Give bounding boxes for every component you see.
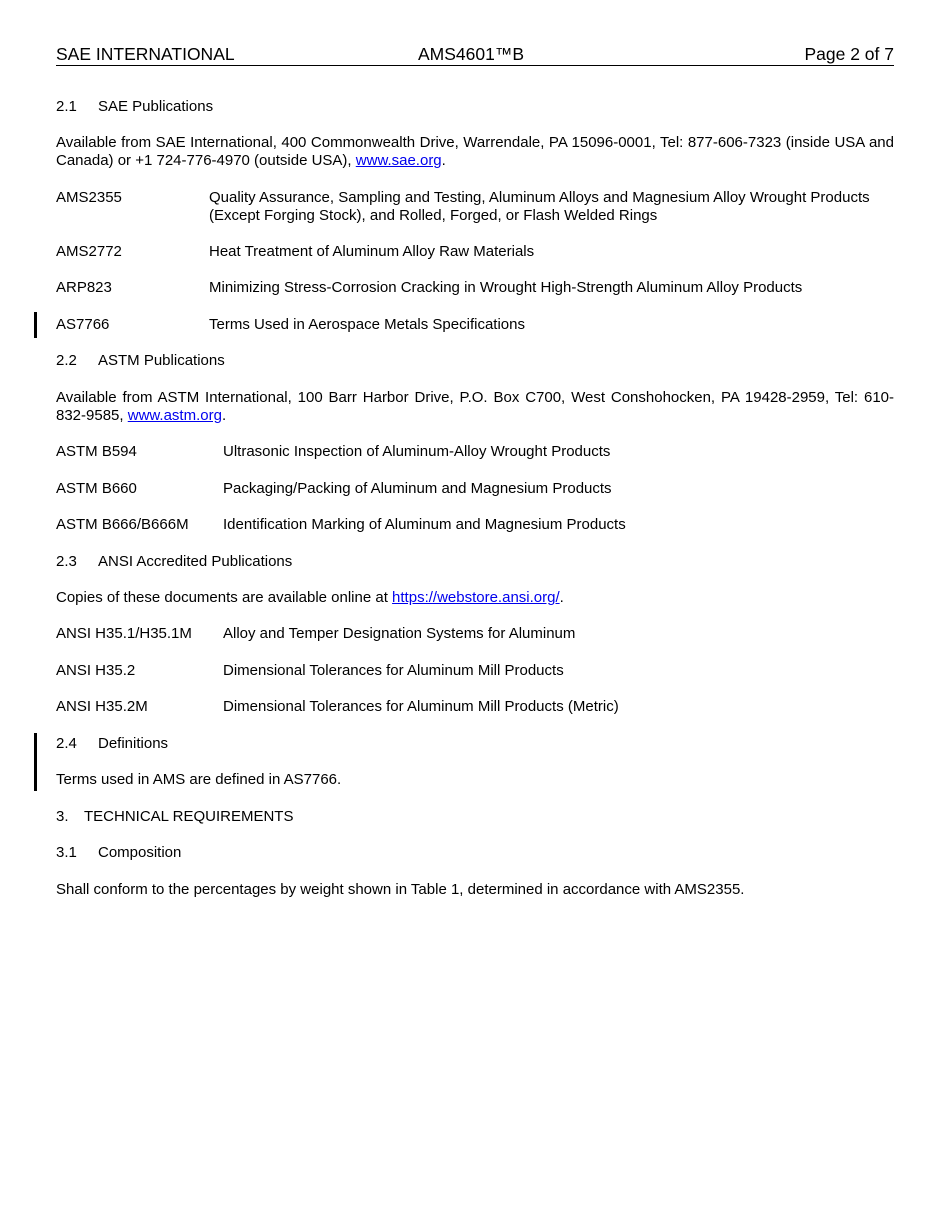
section-number: 3. xyxy=(56,808,69,825)
paragraph-text: Available from SAE International, 400 Commonwealth Drive, Warrendale, PA 15096-0001, Tel: 877-606-7323 (inside USA and Canada) or +1 724-776-4970 (outside USA), xyxy=(56,134,894,169)
section-number: 3.1 xyxy=(56,844,77,861)
header-org: SAE INTERNATIONAL xyxy=(56,44,235,64)
header-page-number: Page 2 of 7 xyxy=(804,44,894,64)
reference-description: Heat Treatment of Aluminum Alloy Raw Materials xyxy=(209,243,535,260)
section-title: ANSI Accredited Publications xyxy=(98,553,293,570)
section-heading-2-1 xyxy=(56,98,213,116)
reference-code: AS7766 xyxy=(56,316,110,333)
ansi-webstore-link[interactable]: https://webstore.ansi.org/ xyxy=(392,589,560,606)
reference-code: ANSI H35.2M xyxy=(56,698,148,715)
reference-code: ASTM B594 xyxy=(56,443,137,460)
section-title: Composition xyxy=(98,844,182,861)
definitions-paragraph: Terms used in AMS are defined in AS7766. xyxy=(56,771,342,788)
sae-availability-paragraph xyxy=(56,134,894,170)
section-heading-2-3 xyxy=(56,553,292,571)
section-heading-3-1 xyxy=(56,844,181,862)
paragraph-text: Copies of these documents are available online at xyxy=(56,589,388,606)
section-title: Definitions xyxy=(98,735,169,752)
reference-code: ARP823 xyxy=(56,279,112,296)
reference-code: AMS2772 xyxy=(56,243,122,260)
page-header xyxy=(56,44,894,66)
reference-description: Quality Assurance, Sampling and Testing, Aluminum Alloys and Magnesium Alloy Wrought Products (Except Forging Stock), and Rolled, Forged, or Flash Welded Rings xyxy=(209,189,870,224)
section-title: ASTM Publications xyxy=(98,352,225,369)
section-number: 2.2 xyxy=(56,352,77,369)
punctuation: . xyxy=(441,152,446,169)
reference-code: ANSI H35.2 xyxy=(56,662,136,679)
revision-bar xyxy=(34,733,37,791)
header-doc-id: AMS4601™B xyxy=(418,44,525,64)
reference-code: ASTM B660 xyxy=(56,480,137,497)
punctuation: . xyxy=(559,589,564,606)
reference-description: Dimensional Tolerances for Aluminum Mill Products xyxy=(223,662,564,679)
section-title: TECHNICAL REQUIREMENTS xyxy=(84,808,294,825)
composition-paragraph: Shall conform to the percentages by weight shown in Table 1, determined in accordance with AMS2355. xyxy=(56,881,745,898)
ansi-availability-paragraph xyxy=(56,589,894,607)
astm-website-link[interactable]: www.astm.org xyxy=(127,407,222,424)
reference-code: ANSI H35.1/H35.1M xyxy=(56,625,192,642)
reference-code: ASTM B666/B666M xyxy=(56,516,189,533)
section-number: 2.4 xyxy=(56,735,77,752)
reference-description: Packaging/Packing of Aluminum and Magnesium Products xyxy=(223,480,612,497)
section-title: SAE Publications xyxy=(98,98,214,115)
reference-description: Identification Marking of Aluminum and Magnesium Products xyxy=(223,516,626,533)
section-heading-2-4 xyxy=(56,735,168,753)
astm-availability-paragraph xyxy=(56,389,894,425)
revision-bar xyxy=(34,312,37,338)
reference-description: Minimizing Stress-Corrosion Cracking in Wrought High-Strength Aluminum Alloy Products xyxy=(209,279,803,296)
section-heading-3 xyxy=(56,808,293,826)
section-heading-2-2 xyxy=(56,352,225,370)
section-number: 2.1 xyxy=(56,98,77,115)
punctuation: . xyxy=(221,407,227,424)
sae-website-link[interactable]: www.sae.org xyxy=(355,152,442,169)
paragraph-text: Available from ASTM International, 100 Barr Harbor Drive, P.O. Box C700, West Conshohocken, PA 19428-2959, Tel: 610-832-9585, xyxy=(56,389,894,424)
reference-code: AMS2355 xyxy=(56,189,122,206)
section-number: 2.3 xyxy=(56,553,77,570)
reference-description: Dimensional Tolerances for Aluminum Mill Products (Metric) xyxy=(223,698,619,715)
reference-description: Alloy and Temper Designation Systems for Aluminum xyxy=(223,625,576,642)
reference-description: Terms Used in Aerospace Metals Specifications xyxy=(209,316,525,333)
reference-description: Ultrasonic Inspection of Aluminum-Alloy Wrought Products xyxy=(223,443,611,460)
